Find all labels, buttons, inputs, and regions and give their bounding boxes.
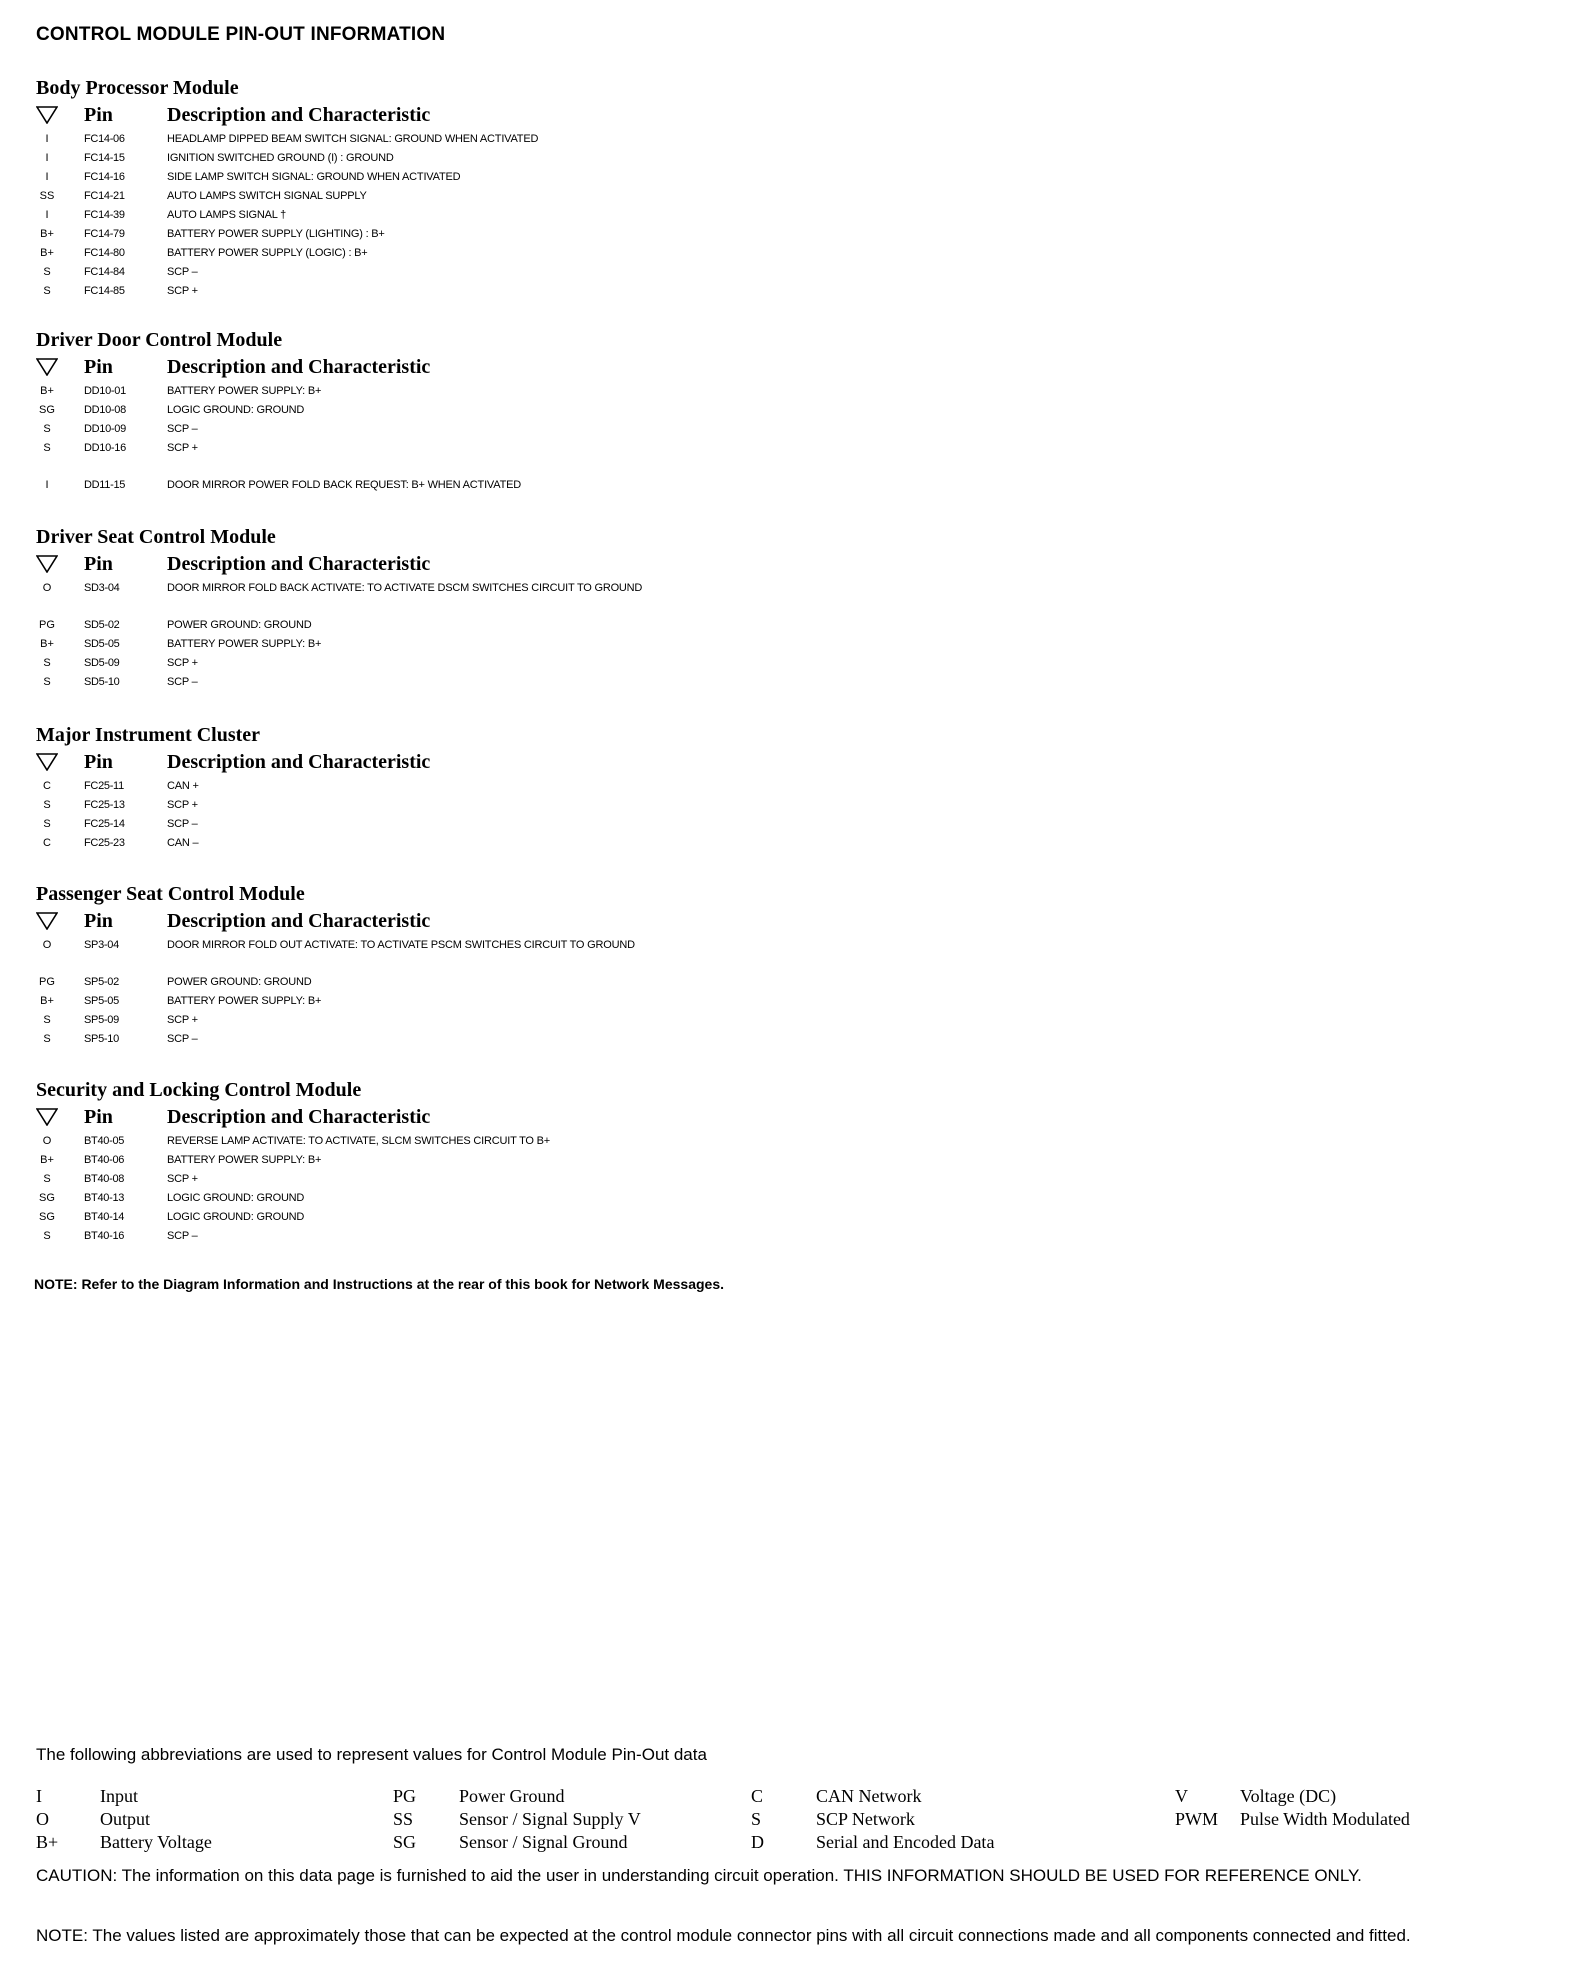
module-title: Passenger Seat Control Module xyxy=(36,883,305,905)
signal-type-code: I xyxy=(45,479,49,491)
pin-description: BATTERY POWER SUPPLY: B+ xyxy=(167,995,322,1007)
pin-id: FC14-80 xyxy=(84,247,125,259)
pin-description: LOGIC GROUND: GROUND xyxy=(167,404,305,416)
abbreviation-meaning: Sensor / Signal Ground xyxy=(459,1832,628,1852)
pin-description: AUTO LAMPS SWITCH SIGNAL SUPPLY xyxy=(167,190,367,202)
pin-description: DOOR MIRROR POWER FOLD BACK REQUEST: B+ WHEN ACTIVATED xyxy=(167,479,521,491)
pin-column-header: Pin xyxy=(84,104,113,126)
table-row xyxy=(36,130,936,149)
pin-description: SCP – xyxy=(167,423,198,435)
signal-type-code: PG xyxy=(39,619,55,631)
triangle-down-icon xyxy=(36,753,58,771)
description-column-header: Description and Characteristic xyxy=(167,1106,431,1128)
table-row xyxy=(36,401,936,420)
pin-description: SCP – xyxy=(167,266,198,278)
table-row xyxy=(36,476,936,495)
pin-rows xyxy=(36,130,936,301)
abbreviation-key: B+ xyxy=(36,1832,59,1852)
table-row xyxy=(36,654,936,673)
pin-rows xyxy=(36,579,936,692)
module-title: Body Processor Module xyxy=(36,77,239,99)
pin-description: SCP + xyxy=(167,799,198,811)
signal-type-code: S xyxy=(43,1014,51,1026)
table-row xyxy=(36,777,936,796)
signal-type-code: I xyxy=(45,209,49,221)
abbreviation-meaning: SCP Network xyxy=(816,1809,915,1829)
abbreviation-meaning: Sensor / Signal Supply V xyxy=(459,1809,641,1829)
page-title: CONTROL MODULE PIN-OUT INFORMATION xyxy=(36,24,446,45)
table-row xyxy=(36,1189,936,1208)
pin-id: DD10-01 xyxy=(84,385,126,397)
abbreviation-key: C xyxy=(751,1786,764,1806)
signal-type-code: I xyxy=(45,152,49,164)
pin-id: DD10-16 xyxy=(84,442,126,454)
abbreviation-key: V xyxy=(1175,1786,1188,1806)
abbreviation-key: SS xyxy=(393,1809,414,1829)
pin-column-header: Pin xyxy=(84,553,113,575)
table-row xyxy=(36,382,936,401)
signal-type-code: S xyxy=(43,818,51,830)
pin-id: FC14-16 xyxy=(84,171,125,183)
abbreviation-meaning: Voltage (DC) xyxy=(1240,1786,1337,1806)
pin-description: BATTERY POWER SUPPLY (LIGHTING) : B+ xyxy=(167,228,385,240)
pin-id: FC14-15 xyxy=(84,152,125,164)
description-column-header: Description and Characteristic xyxy=(167,356,431,378)
table-row xyxy=(36,1030,936,1049)
table-header xyxy=(36,355,936,382)
table-row xyxy=(36,1151,936,1170)
signal-type-code: B+ xyxy=(40,228,54,240)
triangle-down-icon xyxy=(36,106,58,124)
signal-type-code: S xyxy=(43,657,51,669)
table-row xyxy=(36,1011,936,1030)
abbreviation-meaning: Input xyxy=(100,1786,138,1806)
pin-description: SCP + xyxy=(167,657,198,669)
module-title: Driver Door Control Module xyxy=(36,329,283,351)
table-row xyxy=(36,579,936,598)
abbreviation-meaning: Battery Voltage xyxy=(100,1832,212,1852)
abbreviation-meaning: Output xyxy=(100,1809,151,1829)
pin-id: SD5-09 xyxy=(84,657,120,669)
table-row xyxy=(36,263,936,282)
table-row xyxy=(36,225,936,244)
signal-type-code: SG xyxy=(39,1211,55,1223)
pin-id: FC25-14 xyxy=(84,818,125,830)
pin-description: REVERSE LAMP ACTIVATE: TO ACTIVATE, SLCM SWITCHES CIRCUIT TO B+ xyxy=(167,1135,550,1147)
abbreviation-meaning: Serial and Encoded Data xyxy=(816,1832,995,1852)
pin-description: SCP + xyxy=(167,285,198,297)
module-title: Driver Seat Control Module xyxy=(36,526,276,548)
pin-id: SP5-05 xyxy=(84,995,119,1007)
table-row xyxy=(36,1208,936,1227)
abbreviation-key: SG xyxy=(393,1832,417,1852)
pin-description: BATTERY POWER SUPPLY: B+ xyxy=(167,638,322,650)
pin-id: FC14-39 xyxy=(84,209,125,221)
pin-column-header: Pin xyxy=(84,910,113,932)
abbreviation-meaning: Power Ground xyxy=(459,1786,565,1806)
pin-id: SP5-10 xyxy=(84,1033,119,1045)
pin-id: DD10-09 xyxy=(84,423,126,435)
signal-type-code: S xyxy=(43,266,51,278)
pin-description: POWER GROUND: GROUND xyxy=(167,619,312,631)
table-row xyxy=(36,616,936,635)
pin-description: SCP – xyxy=(167,818,198,830)
pin-description: BATTERY POWER SUPPLY: B+ xyxy=(167,385,322,397)
pin-id: BT40-08 xyxy=(84,1173,125,1185)
signal-type-code: S xyxy=(43,423,51,435)
table-row xyxy=(36,936,936,955)
signal-type-code: I xyxy=(45,171,49,183)
module-title: Security and Locking Control Module xyxy=(36,1079,362,1101)
pin-id: FC25-13 xyxy=(84,799,125,811)
abbreviation-key: I xyxy=(36,1786,42,1806)
module-section xyxy=(36,76,936,301)
table-row xyxy=(36,439,936,458)
signal-type-code: I xyxy=(45,133,49,145)
pin-id: DD10-08 xyxy=(84,404,126,416)
signal-type-code: O xyxy=(42,939,52,951)
pin-rows xyxy=(36,777,936,853)
table-row xyxy=(36,149,936,168)
pin-column-header: Pin xyxy=(84,1106,113,1128)
module-section xyxy=(36,525,936,692)
pin-description: DOOR MIRROR FOLD OUT ACTIVATE: TO ACTIVATE PSCM SWITCHES CIRCUIT TO GROUND xyxy=(167,939,635,951)
table-header xyxy=(36,750,936,777)
pin-rows xyxy=(36,382,936,495)
pin-rows xyxy=(36,936,936,1049)
pin-column-header: Pin xyxy=(84,356,113,378)
table-row xyxy=(36,187,936,206)
table-row xyxy=(36,244,936,263)
signal-type-code: S xyxy=(43,1033,51,1045)
signal-type-code: B+ xyxy=(40,995,54,1007)
pin-id: BT40-16 xyxy=(84,1230,125,1242)
description-column-header: Description and Characteristic xyxy=(167,104,431,126)
caution-text: CAUTION: The information on this data page is furnished to aid the user in understanding circuit operation. THIS INFORMATION SHOULD BE USED FOR REFERENCE ONLY. xyxy=(36,1866,1362,1885)
triangle-down-icon xyxy=(36,358,58,376)
table-row xyxy=(36,168,936,187)
module-section xyxy=(36,723,936,853)
triangle-down-icon xyxy=(36,912,58,930)
signal-type-code: S xyxy=(43,1173,51,1185)
pin-rows xyxy=(36,1132,936,1246)
table-row xyxy=(36,834,936,853)
signal-type-code: O xyxy=(42,582,52,594)
signal-type-code: O xyxy=(42,1135,52,1147)
signal-type-code: PG xyxy=(39,976,55,988)
abbreviation-key: D xyxy=(751,1832,764,1852)
pin-description: SCP – xyxy=(167,1230,198,1242)
signal-type-code: S xyxy=(43,799,51,811)
pin-description: AUTO LAMPS SIGNAL † xyxy=(167,209,287,221)
pin-column-header: Pin xyxy=(84,751,113,773)
signal-type-code: B+ xyxy=(40,385,54,397)
pin-id: FC25-11 xyxy=(84,780,124,792)
pin-id: FC14-21 xyxy=(84,190,125,202)
pin-description: SCP – xyxy=(167,676,198,688)
table-row xyxy=(36,992,936,1011)
triangle-down-icon xyxy=(36,1108,58,1126)
module-title: Major Instrument Cluster xyxy=(36,724,261,746)
signal-type-code: S xyxy=(43,1230,51,1242)
pin-description: SIDE LAMP SWITCH SIGNAL: GROUND WHEN ACTIVATED xyxy=(167,171,461,183)
signal-type-code: C xyxy=(43,837,51,849)
abbreviation-key: S xyxy=(751,1809,762,1829)
signal-type-code: S xyxy=(43,442,51,454)
table-header xyxy=(36,1105,936,1132)
pin-id: DD11-15 xyxy=(84,479,126,491)
pin-id: FC14-06 xyxy=(84,133,125,145)
pin-id: SP3-04 xyxy=(84,939,119,951)
abbreviation-key: PG xyxy=(393,1786,417,1806)
pin-id: FC14-79 xyxy=(84,228,125,240)
triangle-down-icon xyxy=(36,555,58,573)
pin-id: FC25-23 xyxy=(84,837,125,849)
pin-id: SP5-02 xyxy=(84,976,119,988)
abbreviation-key: O xyxy=(36,1809,49,1829)
description-column-header: Description and Characteristic xyxy=(167,751,431,773)
pin-description: BATTERY POWER SUPPLY (LOGIC) : B+ xyxy=(167,247,368,259)
module-section xyxy=(36,882,936,1049)
module-section xyxy=(36,1078,936,1246)
abbreviation-meaning: Pulse Width Modulated xyxy=(1240,1809,1410,1829)
pin-description: HEADLAMP DIPPED BEAM SWITCH SIGNAL: GROUND WHEN ACTIVATED xyxy=(167,133,539,145)
pin-description: BATTERY POWER SUPPLY: B+ xyxy=(167,1154,322,1166)
pin-id: BT40-06 xyxy=(84,1154,125,1166)
table-header xyxy=(36,103,936,130)
pin-description: IGNITION SWITCHED GROUND (I) : GROUND xyxy=(167,152,394,164)
table-row xyxy=(36,1132,936,1151)
network-note: NOTE: Refer to the Diagram Information and Instructions at the rear of this book for Network Messages. xyxy=(34,1276,724,1292)
pin-description: CAN + xyxy=(167,780,199,792)
description-column-header: Description and Characteristic xyxy=(167,553,431,575)
pin-id: BT40-05 xyxy=(84,1135,125,1147)
table-row xyxy=(36,282,936,301)
table-header xyxy=(36,552,936,579)
pin-description: POWER GROUND: GROUND xyxy=(167,976,312,988)
signal-type-code: C xyxy=(43,780,51,792)
pin-id: FC14-85 xyxy=(84,285,125,297)
pin-id: SD5-02 xyxy=(84,619,120,631)
pin-id: SD5-10 xyxy=(84,676,120,688)
pin-description: LOGIC GROUND: GROUND xyxy=(167,1211,305,1223)
pin-description: SCP + xyxy=(167,1173,198,1185)
table-row xyxy=(36,1227,936,1246)
pin-description: SCP – xyxy=(167,1033,198,1045)
abbreviation-meaning: CAN Network xyxy=(816,1786,922,1806)
table-row xyxy=(36,635,936,654)
pin-id: SD5-05 xyxy=(84,638,120,650)
module-section xyxy=(36,328,936,495)
abbreviation-key: PWM xyxy=(1175,1809,1219,1829)
table-row xyxy=(36,420,936,439)
signal-type-code: SG xyxy=(39,404,55,416)
signal-type-code: B+ xyxy=(40,638,54,650)
table-row xyxy=(36,815,936,834)
values-note: NOTE: The values listed are approximately those that can be expected at the control module connector pins with all circuit connections made and all components connected and fitted. xyxy=(36,1926,1411,1945)
signal-type-code: SS xyxy=(39,190,55,202)
pin-description: SCP + xyxy=(167,1014,198,1026)
pin-description: DOOR MIRROR FOLD BACK ACTIVATE: TO ACTIVATE DSCM SWITCHES CIRCUIT TO GROUND xyxy=(167,582,643,594)
table-header xyxy=(36,909,936,936)
table-row xyxy=(36,973,936,992)
signal-type-code: B+ xyxy=(40,247,54,259)
pin-id: BT40-14 xyxy=(84,1211,125,1223)
table-row xyxy=(36,206,936,225)
pin-id: SD3-04 xyxy=(84,582,120,594)
signal-type-code: B+ xyxy=(40,1154,54,1166)
signal-type-code: SG xyxy=(39,1192,55,1204)
table-row xyxy=(36,1170,936,1189)
abbreviations-intro: The following abbreviations are used to represent values for Control Module Pin-Out data xyxy=(36,1745,707,1764)
signal-type-code: S xyxy=(43,285,51,297)
pin-description: CAN – xyxy=(167,837,199,849)
table-row xyxy=(36,796,936,815)
description-column-header: Description and Characteristic xyxy=(167,910,431,932)
pin-id: FC14-84 xyxy=(84,266,125,278)
signal-type-code: S xyxy=(43,676,51,688)
pin-description: LOGIC GROUND: GROUND xyxy=(167,1192,305,1204)
pin-description: SCP + xyxy=(167,442,198,454)
table-row xyxy=(36,673,936,692)
pin-id: SP5-09 xyxy=(84,1014,119,1026)
pin-id: BT40-13 xyxy=(84,1192,125,1204)
